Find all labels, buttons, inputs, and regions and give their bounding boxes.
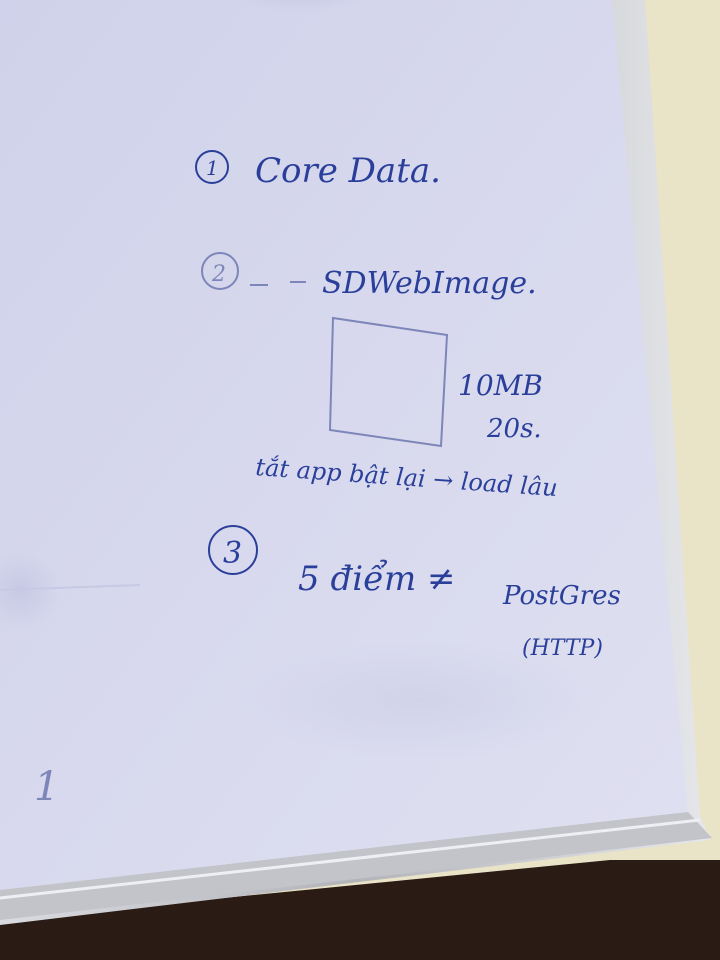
item2-time: 20s. xyxy=(487,414,542,444)
item2-size: 10MB xyxy=(458,369,543,402)
item1-text: Core Data. xyxy=(255,151,441,191)
item2-note: tắt app bật lại → load lâu xyxy=(254,453,559,503)
item2-text: SDWebImage. xyxy=(322,266,537,301)
item3-text1: 5 điểm ≠ xyxy=(298,559,456,599)
item3-text3: (HTTP) xyxy=(522,636,603,661)
item1-number: 1 xyxy=(206,156,219,180)
stray-mark: 1 xyxy=(34,764,60,810)
item3-number: 3 xyxy=(223,536,243,571)
item3-text2: PostGres xyxy=(503,581,621,611)
item2-number: 2 xyxy=(212,262,226,287)
